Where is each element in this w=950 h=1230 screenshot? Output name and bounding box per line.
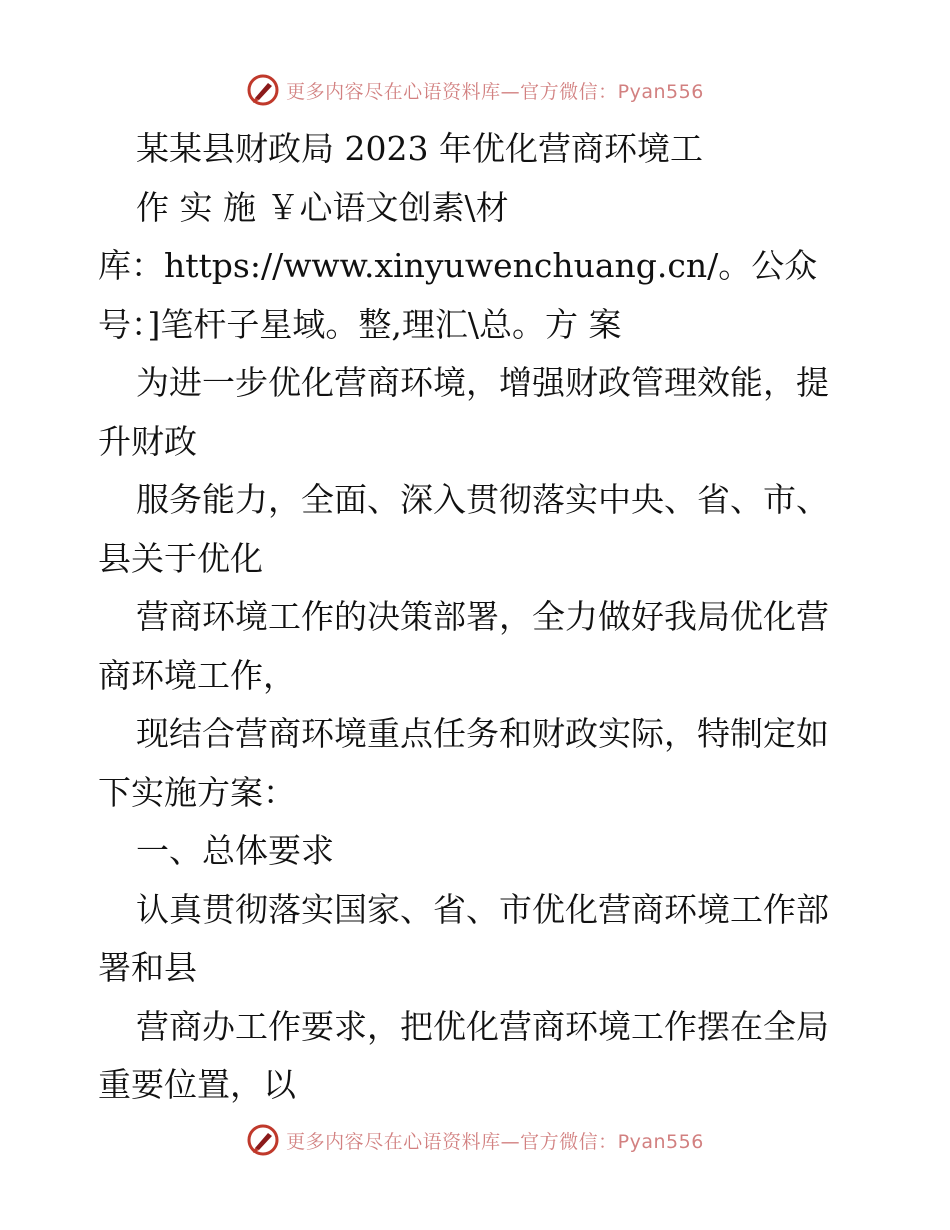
text-line: 某某县财政局 2023 年优化营商环境工 [136,129,703,168]
text-line: 下实施方案： [98,772,296,812]
text-line: 县关于优化 [98,538,263,578]
footer-watermark-group [246,1123,704,1157]
text-line: 认真贯彻落实国家、省、市优化营商环境工作部 [136,889,829,929]
header-watermark [0,70,950,110]
footer-watermark-text: 更多内容尽在心语资料库—官方微信：Pyan556 [286,1130,704,1153]
header-watermark-group [246,73,704,107]
footer-watermark [0,1120,950,1160]
text-line: 现结合营商环境重点任务和财政实际，特制定如 [136,714,829,753]
text-line: 库：https://www.xinyuwenchuang.cn/。公众 [98,246,818,285]
text-line: 重要位置，以 [98,1065,296,1104]
text-line: 服务能力，全面、深入贯彻落实中央、省、市、 [136,480,829,519]
document-body [98,120,858,1115]
text-line: 作 实 施 ￥心语文创素\材 [136,187,509,227]
header-watermark-text: 更多内容尽在心语资料库—官方微信：Pyan556 [286,80,704,103]
text-line: 为进一步优化营商环境，增强财政管理效能，提 [136,363,829,402]
text-line: 商环境工作， [98,655,296,695]
pen-logo-icon [246,73,280,107]
text-line: 营商办工作要求，把优化营商环境工作摆在全局 [136,1006,829,1046]
pen-logo-icon [246,1123,280,1157]
text-line: 营商环境工作的决策部署，全力做好我局优化营 [136,597,829,636]
text-line: 号：]笔杆子星域。整,理汇\总。方 案 [98,304,622,344]
text-line: 署和县 [98,948,197,987]
text-line: 升财政 [98,421,197,461]
text-line: 一、总体要求 [136,831,334,870]
